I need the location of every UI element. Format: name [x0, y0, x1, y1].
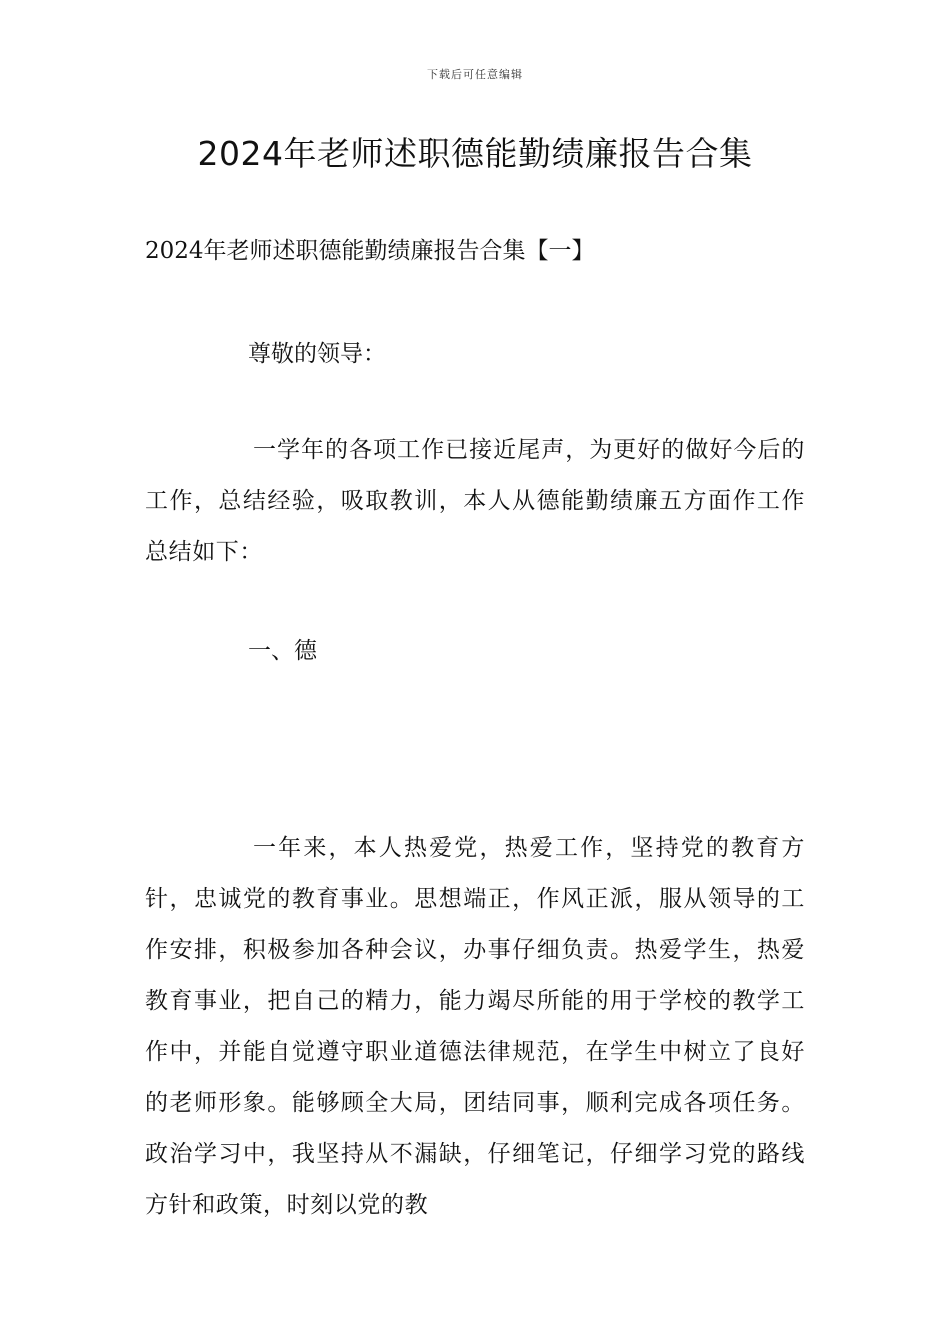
subheading-de: 一、德	[248, 638, 317, 664]
document-title: 2024年老师述职德能勤绩廉报告合集	[197, 134, 753, 173]
section-heading: 2024年老师述职德能勤绩廉报告合集【一】	[145, 238, 595, 264]
salutation: 尊敬的领导：	[248, 341, 386, 367]
download-note: 下载后可任意编辑	[427, 68, 523, 81]
intro-paragraph: 一学年的各项工作已接近尾声，为更好的做好今后的工作，总结经验，吸取教训，本人从德能勤绩廉五方面作工作总结如下：	[145, 437, 805, 565]
body-paragraph: 一年来，本人热爱党，热爱工作，坚持党的教育方针，忠诚党的教育事业。思想端正，作风正派，服从领导的工作安排，积极参加各种会议，办事仔细负责。热爱学生，热爱教育事业，把自己的精力，能力竭尽所能的用于学校的教学工作中，并能自觉遵守职业道德法律规范，在学生中树立了良好的老师形象。能够顾全大局，团结同事，顺利完成各项任务。政治学习中，我坚持从不漏缺，仔细笔记，仔细学习党的路线方针和政策，时刻以党的教	[145, 835, 805, 1218]
